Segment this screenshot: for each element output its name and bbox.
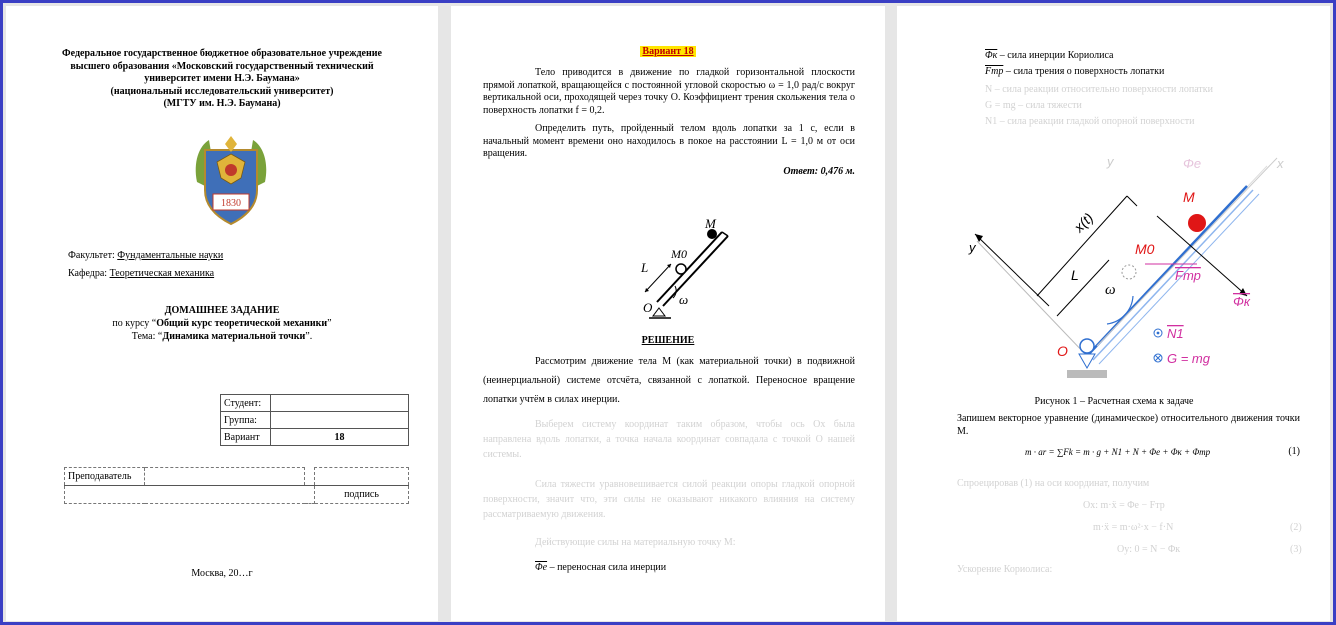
faint-equation-number-2: (2) xyxy=(1290,522,1302,533)
department-value: Теоретическая механика xyxy=(109,268,215,279)
force-k-text: – сила инерции Кориолиса xyxy=(997,50,1114,61)
faint-equation-1: Ox: m·ẍ = Φe − Fтр xyxy=(1083,500,1165,511)
faint-force-line-2: G = mg – сила тяжести xyxy=(985,100,1082,111)
force-inertia-transport xyxy=(535,562,855,575)
faint-force-line-1: N – сила реакции относительно поверхности лопатки xyxy=(985,84,1214,95)
faint-equation-number-3: (3) xyxy=(1290,544,1302,555)
course-line xyxy=(36,318,408,331)
label-omega: ω xyxy=(1105,282,1116,298)
calculation-scheme-figure xyxy=(957,146,1287,386)
label-m0: M0 xyxy=(671,247,687,261)
label-y: y xyxy=(969,240,976,255)
variant-value: 18 xyxy=(271,429,409,446)
body-m0 xyxy=(1122,265,1136,279)
faint-equation-2: m·ẍ = m·ω²·x − f·N xyxy=(1093,522,1174,533)
variant-label: Вариант xyxy=(221,429,271,446)
dimension-l xyxy=(1057,260,1109,316)
label-o: O xyxy=(643,300,653,315)
label-m: M xyxy=(705,216,716,231)
emblem-year: 1830 xyxy=(221,198,241,209)
faint-force-line-3: N1 – сила реакции гладкой опорной поверхности xyxy=(985,116,1195,127)
teacher-table xyxy=(64,467,409,504)
solution-paragraph-faint-1: Выберем систему координат таким образом, чтобы ось Ox была направлена вдоль лопатки, а точка начала координат совпадала с точкой O нашей системы. xyxy=(483,419,855,460)
faint-projection: Спроецировав (1) на оси координат, получим xyxy=(957,478,1150,489)
equation-intro: Запишем векторное уравнение (динамическое) относительного движения точки M. xyxy=(957,413,1300,437)
force-e-symbol: $\overline{\Phi e}$ xyxy=(535,562,548,573)
topic-line xyxy=(36,331,408,344)
page-problem xyxy=(451,6,885,621)
student-info-table xyxy=(220,394,409,446)
label-phik: Φк xyxy=(1233,294,1251,309)
teacher-name-cell xyxy=(145,468,305,486)
table-row xyxy=(65,486,409,504)
answer-text: Ответ: 0,476 м. xyxy=(783,166,855,177)
label-x: x xyxy=(1277,156,1284,171)
faculty-value: Фундаментальные науки xyxy=(117,250,224,261)
city-year: Москва, 20…г xyxy=(191,568,253,579)
group-value xyxy=(271,412,409,429)
problem-paragraph-2: Определить путь, пройденный телом вдоль лопатки за 1 с, если в начальный момент времени оно находилось в покое на расстоянии L = 1,0 м от оси вращения. xyxy=(483,123,855,159)
table-row xyxy=(221,412,409,429)
pivot-joint xyxy=(1080,339,1094,353)
pivot-support xyxy=(1079,354,1095,368)
faculty-line xyxy=(68,250,408,263)
label-ftr: Fтр xyxy=(1175,268,1201,283)
equation-number: (1) xyxy=(1288,446,1300,457)
page-solution xyxy=(897,6,1330,621)
label-g: G = mg xyxy=(1167,351,1210,366)
university-emblem xyxy=(191,132,271,228)
department-label: Кафедра: xyxy=(68,268,108,279)
axis-x-faint xyxy=(1097,158,1277,346)
solution-paragraph-faint-2: Сила тяжести уравновешивается силой реакции опоры гладкой опорной поверхности, значит что, эти силы не оказывают никакого влияния на систему рассматриваемую движения. xyxy=(483,479,855,520)
variant-title: Вариант 18 xyxy=(642,46,694,57)
label-l: L xyxy=(641,260,649,275)
force-tr-symbol: Fтр xyxy=(985,66,1004,77)
label-y-faint: y xyxy=(1107,154,1114,169)
solution-title: РЕШЕНИЕ xyxy=(641,335,695,346)
faint-coriolis-line: Ускорение Кориолиса: xyxy=(957,564,1053,575)
table-row xyxy=(65,468,409,486)
force-friction-line xyxy=(985,66,1315,79)
topic-name: Динамика материальной точки xyxy=(162,331,306,342)
solution-paragraph-faint-3: Действующие силы на материальную точку M: xyxy=(535,537,736,548)
label-m0: M0 xyxy=(1135,241,1155,257)
teacher-signature-cell xyxy=(315,468,409,486)
label-n1: N1 xyxy=(1167,326,1184,341)
pivot-support xyxy=(653,308,665,316)
problem-figure xyxy=(627,206,737,321)
table-row xyxy=(221,429,409,446)
dimension-xt xyxy=(1037,196,1127,296)
faculty-label: Факультет: xyxy=(68,250,115,261)
student-value xyxy=(271,395,409,412)
university-header: Федеральное государственное бюджетное образовательное учреждение высшего образования «Московский государственный технический университет имени Н.Э. Баумана» (национальный исследовательский университет) (МГТУ им. Н.Э. Баумана) xyxy=(62,48,382,109)
topic-prefix: Тема: “ xyxy=(131,331,163,342)
label-o: O xyxy=(1057,343,1068,359)
page-title-sheet xyxy=(6,6,438,621)
homework-title: ДОМАШНЕЕ ЗАДАНИЕ xyxy=(164,305,280,316)
label-xt: x(t) xyxy=(1070,209,1097,236)
omega-arrow xyxy=(673,286,676,298)
figure-caption: Рисунок 1 – Расчетная схема к задаче xyxy=(1034,396,1194,407)
student-label: Студент: xyxy=(221,395,271,412)
signature-label: подпись xyxy=(315,486,409,504)
department-line xyxy=(68,268,408,281)
label-m: M xyxy=(1183,189,1195,205)
force-coriolis-line xyxy=(985,50,1315,63)
body-m0-dot xyxy=(676,264,686,274)
length-line xyxy=(645,264,671,292)
course-prefix: по курсу “ xyxy=(112,318,157,329)
problem-paragraph-1: Тело приводится в движение по гладкой горизонтальной плоскости прямой лопаткой, вращающейся с постоянной угловой скоростью ω = 1,0 рад/с вокруг вертикальной оси, проходящей через точку O. Коэффициент трения скольжения тела о поверхность лопатки f = 0,2. xyxy=(483,67,855,116)
force-e-text: – переносная сила инерции xyxy=(547,562,667,573)
label-l: L xyxy=(1071,267,1079,283)
force-tr-text: – сила трения о поверхность лопатки xyxy=(1003,66,1165,77)
equation-1: m · ar = ∑Fk = m · g + N1 + N + Φe + Φк + Φтр xyxy=(1025,447,1211,457)
body-m xyxy=(1188,214,1206,232)
ground-hatch xyxy=(1067,370,1107,378)
force-k-symbol: Φк xyxy=(985,50,998,61)
teacher-label: Преподаватель xyxy=(65,468,145,486)
faint-equation-3: Oy: 0 = N − Φк xyxy=(1117,544,1181,555)
group-label: Группа: xyxy=(221,412,271,429)
label-phie: Φe xyxy=(1183,156,1202,171)
topic-suffix: ”. xyxy=(305,331,313,342)
table-row xyxy=(221,395,409,412)
course-suffix: ” xyxy=(327,318,332,329)
solution-paragraph-1: Рассмотрим движение тела M (как материальной точки) в подвижной (неинерциальной) системе отсчёта, связанной с лопаткой. Переносное вращение лопатки учтём в силах инерции. xyxy=(483,356,855,405)
blade xyxy=(657,232,728,306)
course-name: Общий курс теоретической механики xyxy=(156,318,328,329)
emblem-center xyxy=(225,164,237,176)
label-omega: ω xyxy=(679,292,689,307)
